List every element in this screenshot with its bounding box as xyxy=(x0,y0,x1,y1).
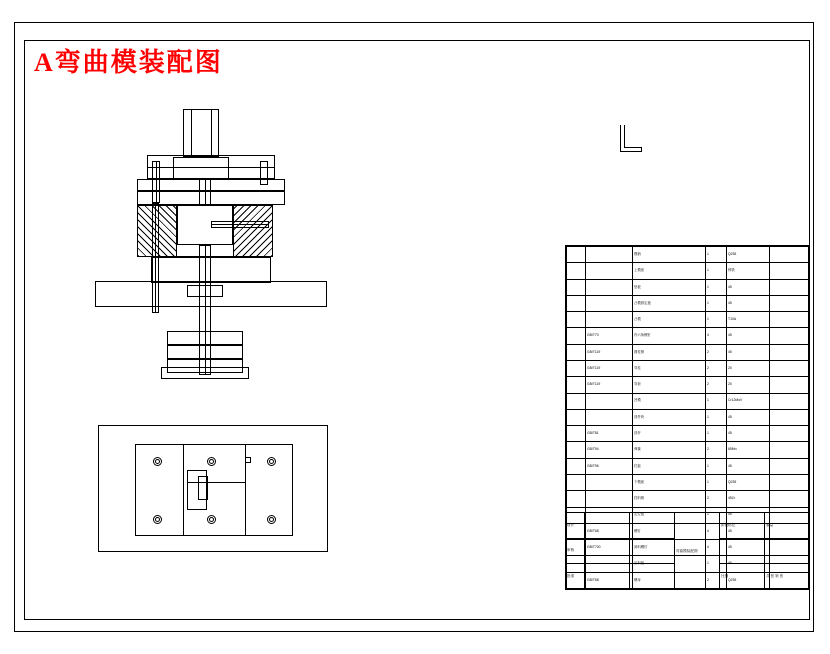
bom-cell-no xyxy=(567,393,586,409)
bom-cell-name: 螺母 xyxy=(633,572,706,588)
bom-cell-remark xyxy=(770,247,809,263)
bom-cell-no xyxy=(567,279,586,295)
bom-cell-code xyxy=(586,263,633,279)
bom-cell-remark xyxy=(770,279,809,295)
bom-cell-mat: 45 xyxy=(727,344,770,360)
bom-cell-mat: 65Mn xyxy=(727,442,770,458)
table-row xyxy=(567,312,809,328)
table-row xyxy=(567,426,809,442)
bom-cell-code: GB/T68 xyxy=(586,523,633,539)
table-row xyxy=(567,393,809,409)
bom-cell-remark xyxy=(770,344,809,360)
bom-cell-no xyxy=(567,491,586,507)
table-row xyxy=(567,458,809,474)
bom-cell-name: 凸模固定板 xyxy=(633,295,706,311)
bom-cell-no xyxy=(567,247,586,263)
bom-cell-name: 卸料螺钉 xyxy=(633,540,706,556)
table-row xyxy=(567,344,809,360)
bom-cell-no xyxy=(567,474,586,490)
bom-cell-code xyxy=(586,279,633,295)
bom-cell-name: 凸模 xyxy=(633,312,706,328)
bom-cell-qty: 1 xyxy=(706,474,727,490)
bom-cell-name: 压料板 xyxy=(633,556,706,572)
title-weight-label: 重量 xyxy=(765,513,810,539)
bom-cell-name: 顶件块 xyxy=(633,409,706,425)
title-sheet-label: 共 张 第 张 xyxy=(765,564,810,590)
table-row xyxy=(567,377,809,393)
bom-cell-mat: 45 xyxy=(727,458,770,474)
bom-cell-mat: 45 xyxy=(727,540,770,556)
bom-cell-code: GB/T68 xyxy=(586,572,633,588)
bom-cell-remark xyxy=(770,263,809,279)
bom-cell-mat: 45 xyxy=(727,279,770,295)
title-scale-label: 比例 xyxy=(720,564,765,590)
bom-cell-no xyxy=(567,360,586,376)
bom-cell-name: 挡料销 xyxy=(633,491,706,507)
plan-view xyxy=(98,425,328,552)
bom-cell-mat: 45 xyxy=(727,523,770,539)
bom-cell-qty: 1 xyxy=(706,426,727,442)
bom-cell-qty: 1 xyxy=(706,393,727,409)
bom-cell-qty: 4 xyxy=(706,540,727,556)
bom-cell-name: 内六角螺钉 xyxy=(633,328,706,344)
bom-cell-mat: T10A xyxy=(727,312,770,328)
bom-cell-code xyxy=(586,295,633,311)
table-row xyxy=(567,360,809,376)
bom-cell-name: 顶杆 xyxy=(633,426,706,442)
table-row xyxy=(567,442,809,458)
bom-cell-mat: 45 xyxy=(727,295,770,311)
bom-cell-mat: Q235 xyxy=(727,247,770,263)
bom-cell-name: 定位板 xyxy=(633,507,706,523)
assembly-section-view xyxy=(95,95,355,415)
bom-cell-code xyxy=(586,393,633,409)
bom-cell-qty: 2 xyxy=(706,442,727,458)
table-row xyxy=(567,491,809,507)
bom-cell-mat: 45Cr xyxy=(727,491,770,507)
bom-cell-mat: Cr12MoV xyxy=(727,393,770,409)
bom-cell-qty: 1 xyxy=(706,279,727,295)
bom-cell-name: 弹簧 xyxy=(633,442,706,458)
bom-cell-qty: 1 xyxy=(706,409,727,425)
bom-cell-qty: 4 xyxy=(706,523,727,539)
title-design-label: 设计 xyxy=(566,513,585,539)
bom-cell-mat: 45 xyxy=(727,556,770,572)
bom-cell-name: 下模座 xyxy=(633,474,706,490)
title-stage-label: 阶段标记 xyxy=(720,513,765,539)
table-row xyxy=(567,328,809,344)
bom-cell-code: GB/T70 xyxy=(586,328,633,344)
bom-cell-code xyxy=(586,491,633,507)
bom-cell-mat: 20 xyxy=(727,377,770,393)
bom-cell-code: GB/T119 xyxy=(586,377,633,393)
bom-cell-qty: 1 xyxy=(706,263,727,279)
bom-cell-code xyxy=(586,312,633,328)
bom-cell-name: 凹模 xyxy=(633,393,706,409)
bom-cell-code: GB/T119 xyxy=(586,344,633,360)
bom-cell-name: 上模座 xyxy=(633,263,706,279)
bom-cell-remark xyxy=(770,409,809,425)
bom-cell-remark xyxy=(770,328,809,344)
bom-cell-code: GB/T700 xyxy=(586,540,633,556)
bom-cell-mat: 20 xyxy=(727,360,770,376)
bom-cell-qty: 1 xyxy=(706,458,727,474)
bom-cell-mat: 45 xyxy=(727,507,770,523)
bom-cell-no xyxy=(567,377,586,393)
bom-cell-remark xyxy=(770,426,809,442)
bom-cell-name: 模柄 xyxy=(633,247,706,263)
title-drawing-name: 弯曲模装配图 xyxy=(675,513,720,590)
bom-cell-name: 圆柱销 xyxy=(633,344,706,360)
bom-cell-name: 螺钉 xyxy=(633,523,706,539)
bom-cell-no xyxy=(567,295,586,311)
bom-cell-qty: 1 xyxy=(706,507,727,523)
table-row xyxy=(567,279,809,295)
bom-cell-mat: 45 xyxy=(727,409,770,425)
bom-cell-no xyxy=(567,263,586,279)
bom-cell-remark xyxy=(770,295,809,311)
bom-cell-qty: 2 xyxy=(706,572,727,588)
bom-cell-name: 导套 xyxy=(633,377,706,393)
bom-cell-code xyxy=(586,409,633,425)
bom-cell-mat: 45 xyxy=(727,426,770,442)
title-approve-label: 批准 xyxy=(566,564,585,590)
bom-cell-name: 垫板 xyxy=(633,279,706,295)
bom-cell-name: 托板 xyxy=(633,458,706,474)
bom-cell-mat: Q235 xyxy=(727,572,770,588)
bom-cell-code: GB/T81 xyxy=(586,426,633,442)
bom-cell-code: GB/T96 xyxy=(586,458,633,474)
page-title: A弯曲模装配图 xyxy=(34,48,223,77)
bom-cell-name: 导柱 xyxy=(633,360,706,376)
bom-cell-no xyxy=(567,426,586,442)
bom-cell-mat: 45 xyxy=(727,328,770,344)
bom-cell-remark xyxy=(770,442,809,458)
bom-cell-no xyxy=(567,442,586,458)
bom-cell-qty: 2 xyxy=(706,360,727,376)
bom-cell-no xyxy=(567,344,586,360)
bom-cell-no xyxy=(567,409,586,425)
table-row xyxy=(567,474,809,490)
bom-cell-qty: 2 xyxy=(706,344,727,360)
bom-cell-remark xyxy=(770,393,809,409)
table-row xyxy=(567,247,809,263)
bom-cell-code: GB/T94 xyxy=(586,442,633,458)
bom-cell-remark xyxy=(770,377,809,393)
bom-cell-mat: 铸铁 xyxy=(727,263,770,279)
table-row xyxy=(567,409,809,425)
title-block xyxy=(565,512,810,590)
bom-cell-qty: 2 xyxy=(706,377,727,393)
bom-cell-remark xyxy=(770,491,809,507)
bom-cell-code xyxy=(586,247,633,263)
table-row xyxy=(567,295,809,311)
bom-cell-code xyxy=(586,474,633,490)
bom-cell-remark xyxy=(770,312,809,328)
bom-cell-remark xyxy=(770,458,809,474)
bom-cell-qty: 1 xyxy=(706,295,727,311)
bom-cell-remark xyxy=(770,360,809,376)
bom-cell-remark xyxy=(770,474,809,490)
bom-cell-mat: Q235 xyxy=(727,474,770,490)
bom-cell-qty: 2 xyxy=(706,491,727,507)
title-check-label: 审核 xyxy=(566,538,585,564)
bom-cell-qty: 1 xyxy=(706,312,727,328)
bom-cell-qty: 1 xyxy=(706,556,727,572)
bent-part-symbol xyxy=(620,125,642,153)
bom-cell-no xyxy=(567,328,586,344)
bom-cell-no xyxy=(567,312,586,328)
bom-cell-no xyxy=(567,458,586,474)
bom-cell-qty: 4 xyxy=(706,328,727,344)
bom-cell-qty: 1 xyxy=(706,247,727,263)
table-row xyxy=(567,263,809,279)
bom-cell-code: GB/T119 xyxy=(586,360,633,376)
